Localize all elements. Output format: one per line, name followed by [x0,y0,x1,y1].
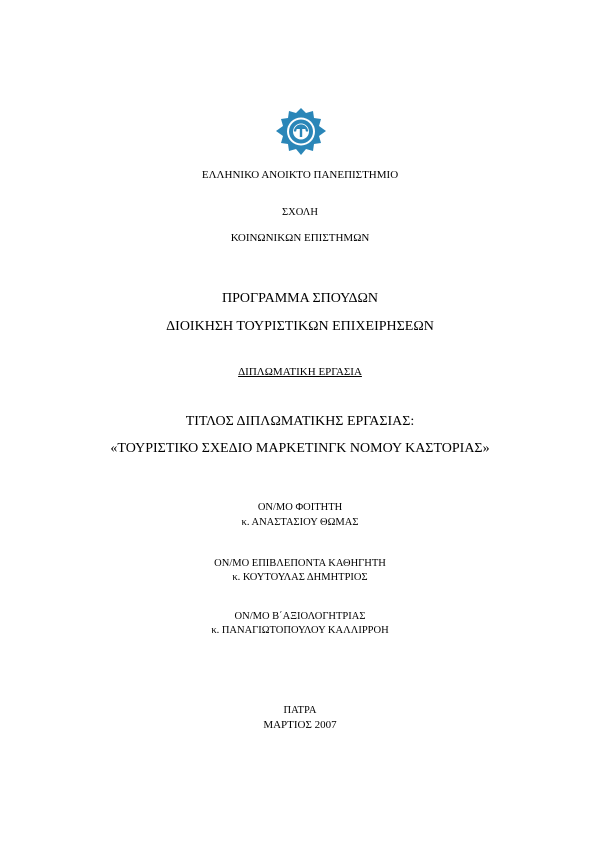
school-label: ΣΧΟΛΗ [282,207,318,218]
thesis-title: «ΤΟΥΡΙΣΤΙΚΟ ΣΧΕΔΙΟ ΜΑΡΚΕΤΙΝΓΚ ΝΟΜΟΥ ΚΑΣΤΟΡΙΑΣ» [110,441,490,456]
document-type: ΔΙΠΛΩΜΑΤΙΚΗ ΕΡΓΑΣΙΑ [238,366,362,378]
date: ΜΑΡΤΙΟΣ 2007 [263,719,337,731]
city: ΠΑΤΡΑ [283,705,317,716]
university-name: ΕΛΛΗΝΙΚΟ ΑΝΟΙΚΤΟ ΠΑΝΕΠΙΣΤΗΜΙΟ [201,169,399,181]
supervisor-label: ΟΝ/ΜΟ ΕΠΙΒΛΕΠΟΝΤΑ ΚΑΘΗΓΗΤΗ [214,558,386,569]
program-label: ΠΡΟΓΡΑΜΜΑ ΣΠΟΥΔΩΝ [221,291,378,306]
supervisor-name: κ. ΚΟΥΤΟΥΛΑΣ ΔΗΜΗΤΡΙΟΣ [232,572,368,583]
second-examiner-name: κ. ΠΑΝΑΓΙΩΤΟΠΟΥΛΟΥ ΚΑΛΛΙΡΡΟΗ [211,625,389,636]
university-logo-icon [273,107,329,157]
student-name: κ. ΑΝΑΣΤΑΣΙΟΥ ΘΩΜΑΣ [241,517,359,528]
student-label: ΟΝ/ΜΟ ΦΟΙΤΗΤΗ [257,502,343,513]
school-name: ΚΟΙΝΩΝΙΚΩΝ ΕΠΙΣΤΗΜΩΝ [230,232,370,244]
thesis-title-label: ΤΙΤΛΟΣ ΔΙΠΛΩΜΑΤΙΚΗΣ ΕΡΓΑΣΙΑΣ: [185,414,415,429]
program-name: ΔΙΟΙΚΗΣΗ ΤΟΥΡΙΣΤΙΚΩΝ ΕΠΙΧΕΙΡΗΣΕΩΝ [166,319,434,334]
second-examiner-label: ΟΝ/ΜΟ Β΄ΑΞΙΟΛΟΓΗΤΡΙΑΣ [234,611,366,622]
